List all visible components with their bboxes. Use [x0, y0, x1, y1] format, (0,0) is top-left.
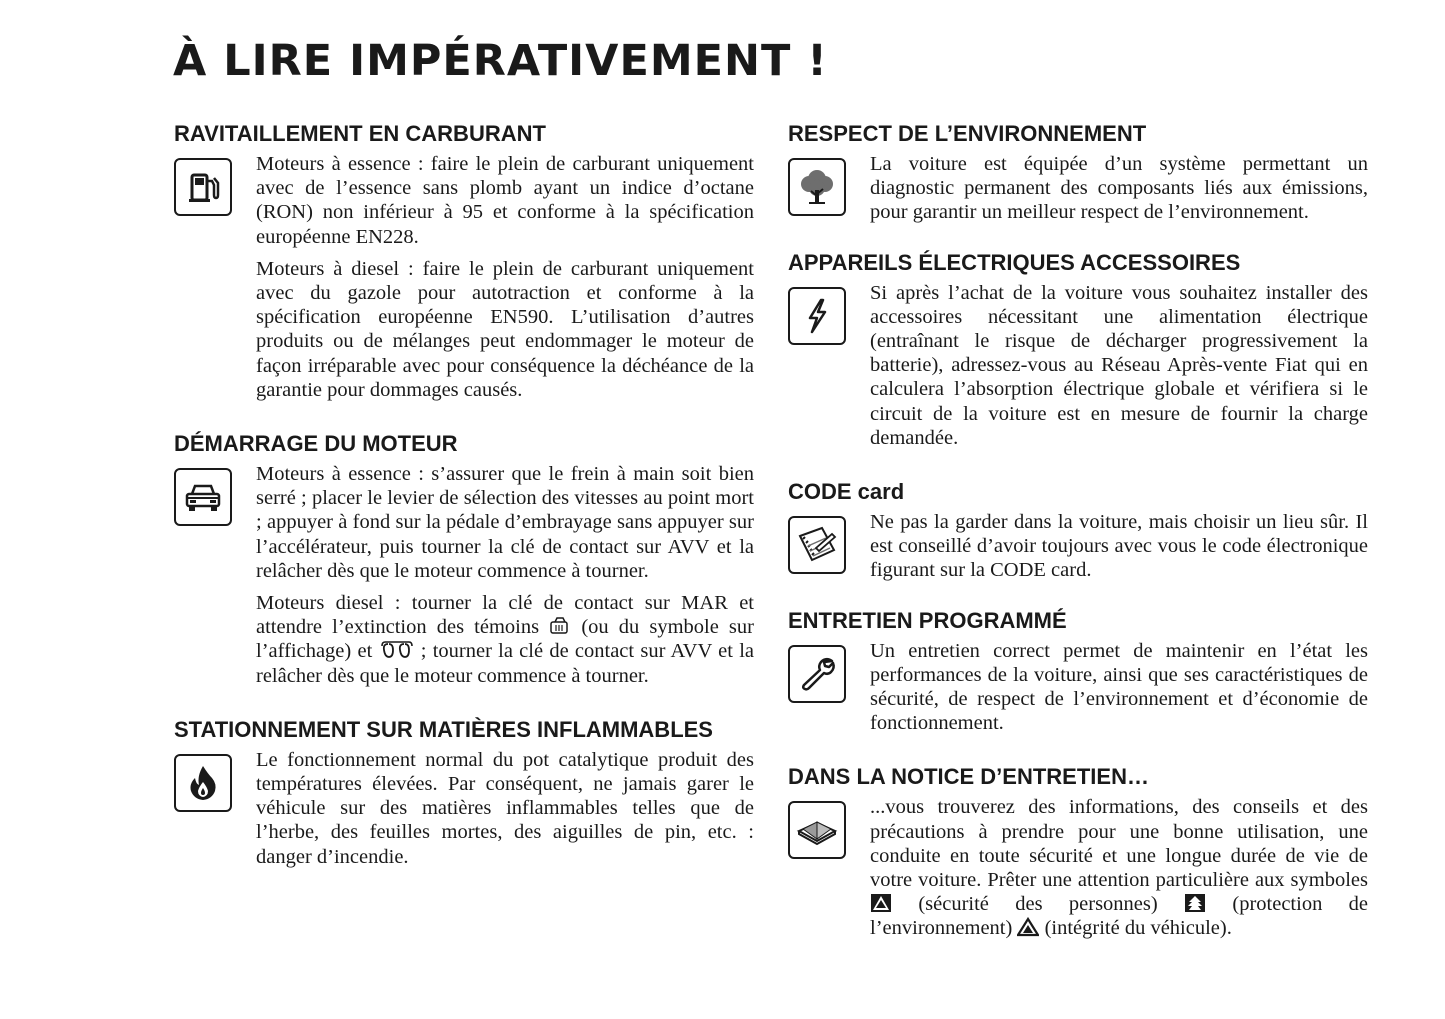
text-run: (protection de l’environnement) [870, 893, 1369, 940]
section-environment [788, 120, 1368, 225]
paragraph: La voiture est équipée d’un système permettant un diagnostic permanent des composants liés aux émissions, pour garantir un meilleur respect de l’environnement. [870, 153, 1368, 224]
text-run: (sécurité des personnes) [892, 893, 1185, 916]
section-scheduled-maintenance [788, 607, 1368, 736]
lightning-icon [788, 287, 846, 345]
personal-safety-warning-icon [870, 893, 892, 913]
paragraph: Un entretien correct permet de maintenir en l’état les performances de la voiture, ainsi que ses caractéristiques de sécurité, de respect de l’environnement et d’économie de fonctionnement. [870, 639, 1368, 735]
right-column [788, 120, 1368, 941]
section-title-maintenance: ENTRETIEN PROGRAMMÉ [788, 607, 1067, 633]
section-title-environment: RESPECT DE L’ENVIRONNEMENT [788, 121, 1147, 146]
text-run: (intégrité du véhicule). [1039, 917, 1232, 940]
fuel-pump-icon [174, 158, 232, 216]
paragraph: Ne pas la garder dans la voiture, mais choisir un lieu sûr. Il est conseillé d’avoir toujours avec vous le code électronique figurant sur la CODE card. [870, 511, 1368, 582]
page-title: À LIRE IMPÉRATIVEMENT ! [173, 36, 828, 86]
notebook-pen-icon [788, 516, 846, 574]
section-maintenance-notice [788, 763, 1368, 940]
paragraph-diesel [256, 591, 754, 688]
wrench-icon [788, 645, 846, 703]
section-title-fuel: RAVITAILLEMENT EN CARBURANT [174, 121, 546, 146]
paragraph: Moteurs à essence : s’assurer que le frein à main soit bien serré ; placer le levier de sélection des vitesses au point mort ; appuyer à fond sur la pédale d’embrayage sans appuyer sur l’accélérateur, puis tourner la clé de contact sur AVV et la relâcher dès que le moteur commence à tourner. [256, 463, 754, 582]
section-electrical-accessories [788, 249, 1368, 450]
environment-protection-icon [1184, 893, 1206, 913]
left-column [174, 120, 754, 869]
paragraph: Si après l’achat de la voiture vous souhaitez installer des accessoires nécessitant une alimentation électrique (entraînant le risque de décharger progressivement la batterie), adressez-vous au Réseau Après-vente Fiat qui en calculera l’absorption électrique globale et vérifiera si le circuit de la voiture est en mesure de fournir la charge demandée. [870, 281, 1368, 449]
vehicle-integrity-icon [1017, 917, 1039, 937]
tree-icon [788, 158, 846, 216]
glow-plug-warning-icon [549, 616, 571, 636]
paragraph [870, 795, 1368, 940]
paragraph: Moteurs à essence : faire le plein de carburant uniquement avec de l’essence sans plomb ayant un indice d’octane (RON) non inférieur à 95 et conforme à la spécification européenne EN228. [256, 153, 754, 248]
section-fuel [174, 120, 754, 402]
section-code-card [788, 478, 1368, 583]
section-title-electrical: APPAREILS ÉLECTRIQUES ACCESSOIRES [788, 249, 1241, 275]
section-title-parking: STATIONNEMENT SUR MATIÈRES INFLAMMABLES [174, 716, 713, 742]
text-run: Moteurs diesel : tourner la clé de contact sur MAR et attendre l’extinction des témoins [256, 592, 754, 639]
preheating-coil-icon [379, 640, 415, 660]
section-engine-start [174, 430, 754, 688]
flame-icon [174, 754, 232, 812]
text-run: ; tourner la clé de contact sur AVV et la relâcher dès que le moteur commence à tourner. [256, 640, 754, 687]
text-run: (ou du symbole sur l’affichage) et [256, 616, 754, 663]
section-parking [174, 716, 754, 869]
text-run: ...vous trouverez des informations, des conseils et des précautions à prendre pour une bonne utilisation, une conduite en toute sécurité et une longue durée de vie de votre voiture. Prêter une attention particulière aux symboles [870, 796, 1368, 892]
open-book-icon [788, 801, 846, 859]
section-title-code-card: CODE card [788, 479, 905, 505]
section-title-notice: DANS LA NOTICE D’ENTRETIEN… [788, 764, 1149, 790]
paragraph: Moteurs à diesel : faire le plein de carburant uniquement avec du gazole pour autotraction et conforme à la spécification européenne EN590. L’utilisation d’autres produits ou de mélanges peut endommager le moteur de façon irréparable avec pour conséquence la déchéance de la garantie pour dommages causés. [256, 257, 754, 401]
section-title-engine-start: DÉMARRAGE DU MOTEUR [174, 431, 458, 457]
paragraph: Le fonctionnement normal du pot catalytique produit des températures élevées. Par conséquent, ne jamais garer le véhicule sur des matières inflammables telles que de l’herbe, des feuilles mortes, des aiguilles de pin, etc. : danger d’incendie. [256, 748, 754, 868]
car-front-icon [174, 468, 232, 526]
